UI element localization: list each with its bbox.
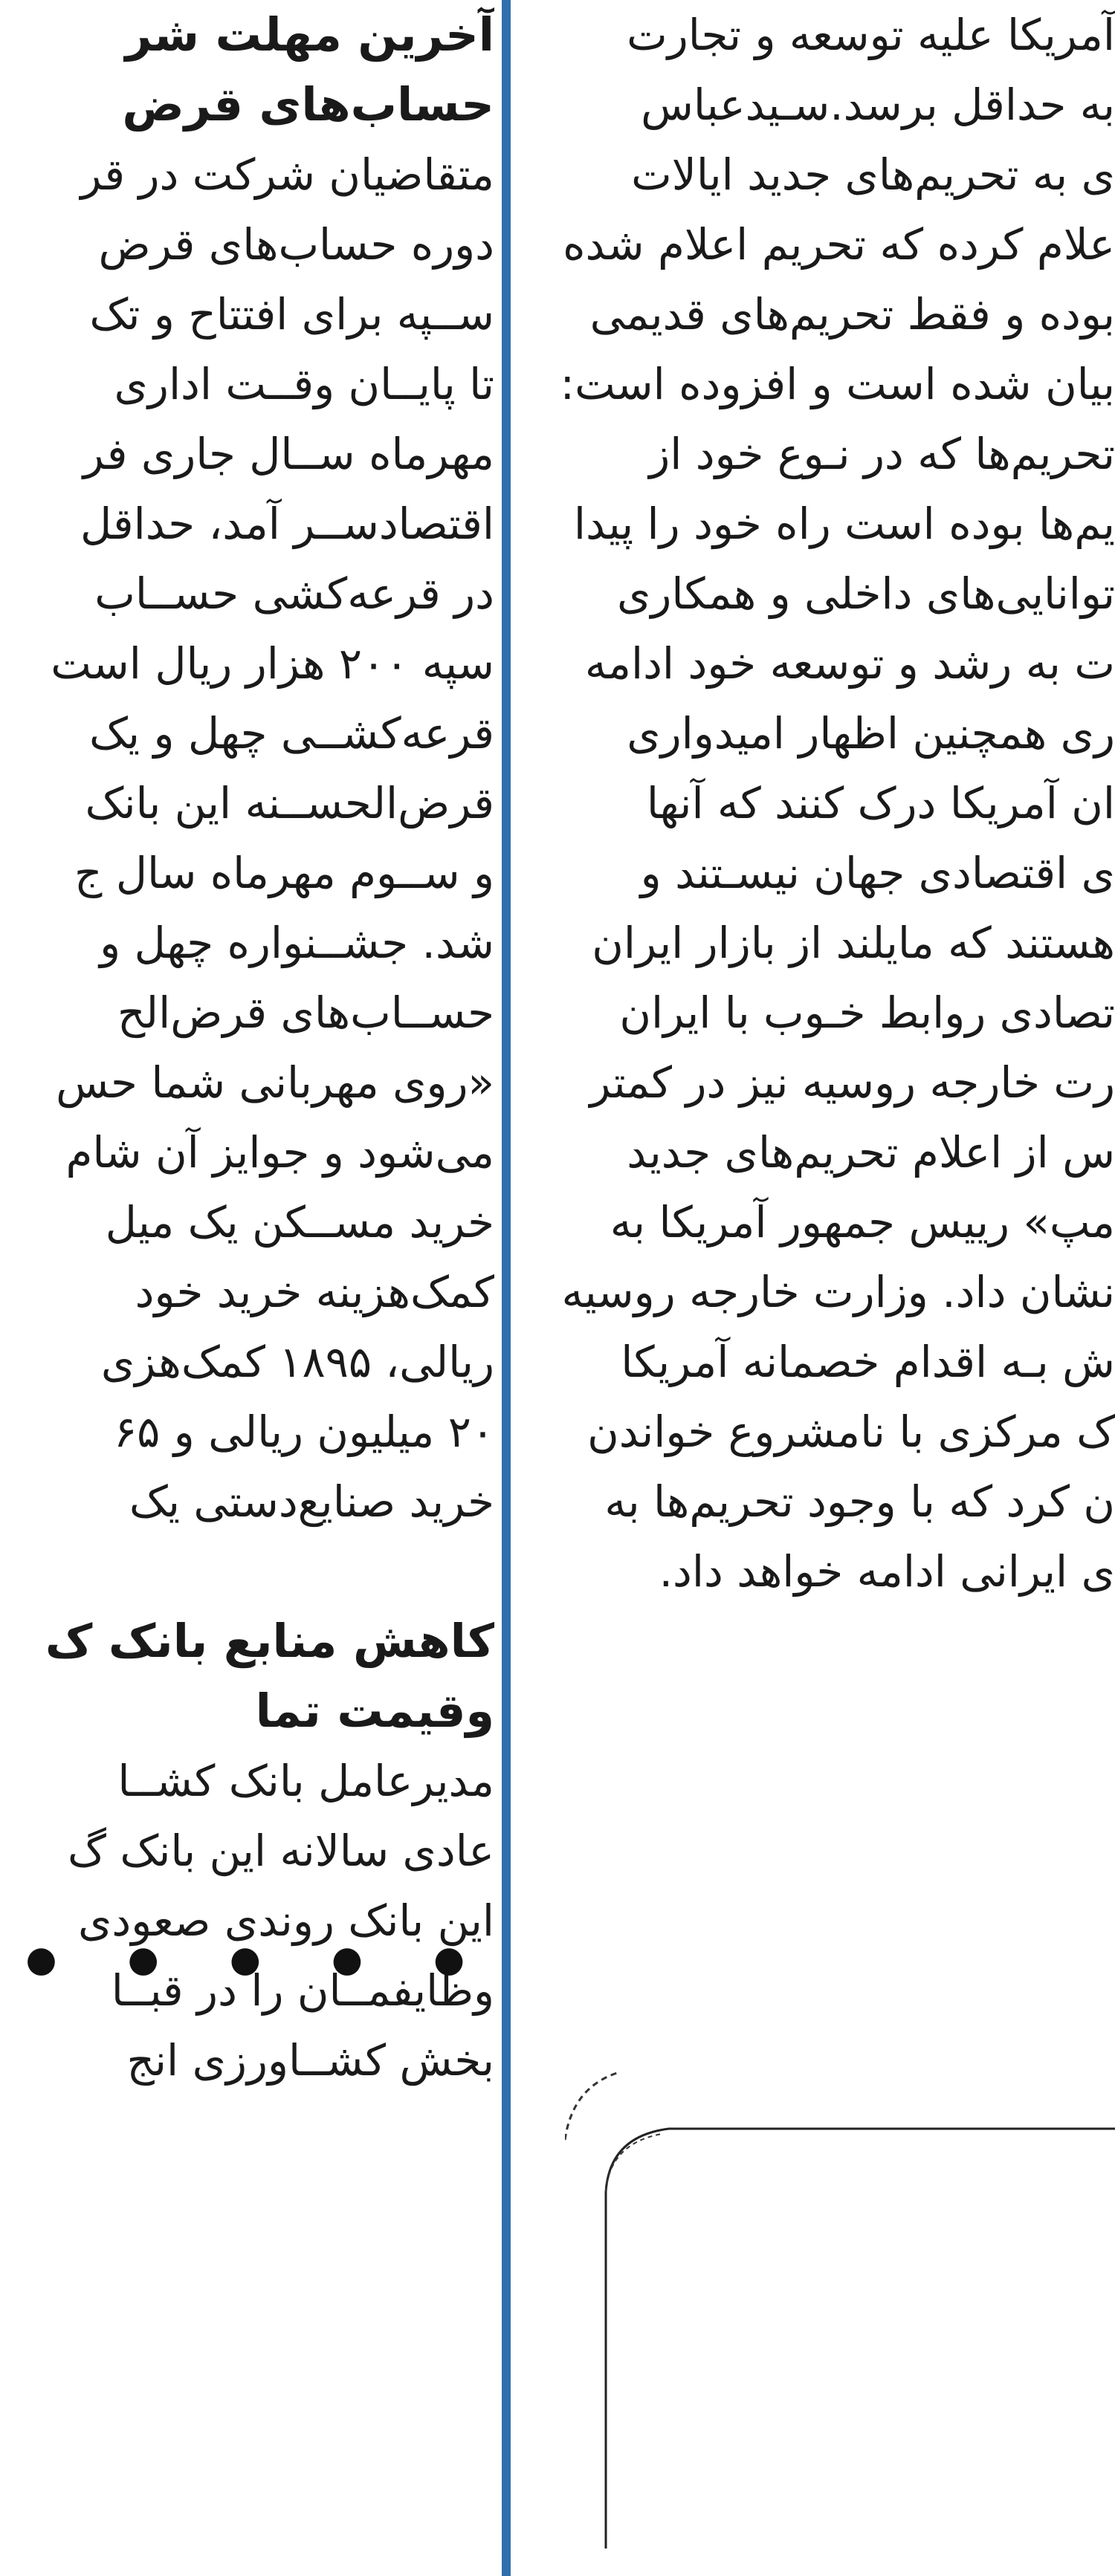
text-line: تا پایــان وقــت اداری [114, 359, 494, 409]
article-heading: وقیمت تما [255, 1684, 494, 1738]
text-line: ی اقتصادی جهان نیسـتند و [640, 848, 1115, 898]
text-line: خرید صنایع‌دستی یک [129, 1476, 494, 1527]
text-line: حســاب‌های قرض‌الح [117, 987, 494, 1038]
text-line: در قرعه‌کشی حســاب [94, 568, 494, 619]
text-line: ری همچنین اظهار امیدواری [627, 708, 1115, 759]
text-line: تصادی روابط خـوب با ایران [619, 987, 1115, 1038]
text-line: دوره حساب‌های قرض [98, 219, 494, 270]
separator-spacer [0, 1537, 494, 1606]
text-line: متقاضیان شرکت در قر [80, 149, 494, 200]
text-line: رت خارجه روسیه نیز در کمتر [589, 1057, 1115, 1108]
text-line: ن کرد که با وجود تحریم‌ها به [604, 1476, 1115, 1527]
text-line: ت به رشد و توسعه خود ادامه [584, 638, 1115, 689]
text-line: عادی سالانه این بانک گ [67, 1826, 494, 1876]
text-line: این بانک روندی صعودی [77, 1895, 494, 1946]
text-line: سپه ۲۰۰ هزار ریال است [51, 638, 494, 689]
text-line: س از اعلام تحریم‌های جدید [627, 1127, 1115, 1178]
left-column [0, 0, 494, 2095]
text-line: کمک‌هزینه خرید خود [135, 1267, 494, 1317]
text-line: ســپه برای افتتاح و تک [89, 289, 494, 340]
text-line: تحریم‌ها که در نـوع خود از [649, 429, 1115, 479]
ad-frame-border [565, 2066, 1115, 2556]
text-line: وظایفمــان را در قبــا [111, 1965, 494, 2016]
text-line: قرض‌الحســنه این بانک [85, 778, 494, 828]
text-line: علام کرده که تحریم اعلام شده [563, 219, 1115, 270]
text-line: ش بـه اقدام خصمانه آمریکا [621, 1337, 1115, 1387]
text-line: ریالی، ۱۸۹۵ کمک‌هزی [100, 1337, 494, 1387]
article-heading: حساب‌های قرض [122, 77, 494, 132]
text-line: «روی مهربانی شما حس [56, 1057, 494, 1108]
text-line: بخش کشــاورزی انج [126, 2035, 494, 2086]
column-divider [502, 0, 511, 2576]
article-separator: ● ● ● ● ● [25, 1939, 494, 1980]
text-line: آمریکا علیه توسعه و تجارت [627, 10, 1115, 60]
text-line: توانایی‌های داخلی و همکاری [616, 568, 1115, 619]
article-heading: کاهش منابع بانک ک [45, 1614, 494, 1668]
text-line: ی به تحریم‌های جدید ایالات [631, 149, 1115, 200]
text-line: ی ایرانی ادامه خواهد داد. [659, 1546, 1115, 1597]
text-line: بوده و فقط تحریم‌های قدیمی [589, 289, 1115, 340]
text-line: مهرماه ســال جاری فر [83, 429, 494, 479]
text-line: اقتصادســر آمد، حداقل [80, 499, 494, 549]
text-line: به حداقل برسد.سـیدعباس [641, 80, 1115, 130]
text-line: مدیرعامل بانک کشــا [117, 1756, 494, 1806]
text-line: شد. جشــنواره چهل و [100, 918, 494, 968]
ad-frame [565, 2066, 1115, 2556]
text-line: و ســوم مهرماه سال ج [74, 848, 494, 898]
text-line: خرید مســکن یک میل [105, 1197, 494, 1248]
text-line: ۲۰ میلیون ریالی و ۶۵ [113, 1407, 494, 1457]
text-line: نشان داد. وزارت خارجه روسیه [561, 1267, 1115, 1317]
text-line: ان آمریکا درک کنند که آنها [646, 778, 1115, 828]
text-line: بیان شده است و افزوده است: [560, 359, 1115, 409]
text-line: قرعه‌کشــی چهل و یک [89, 708, 494, 759]
text-line: یم‌ها بوده است راه خود را پیدا [573, 499, 1115, 549]
text-line: ک مرکزی با نامشروع خواندن [587, 1407, 1115, 1457]
article-heading: آخرین مهلت شر [125, 7, 494, 62]
text-line: می‌شود و جوایز آن شام [65, 1127, 494, 1178]
right-column [513, 0, 1115, 1606]
text-line: هستند که مایلند از بازار ایران [592, 918, 1115, 968]
text-line: مپ» رییس جمهور آمریکا به [610, 1197, 1115, 1248]
